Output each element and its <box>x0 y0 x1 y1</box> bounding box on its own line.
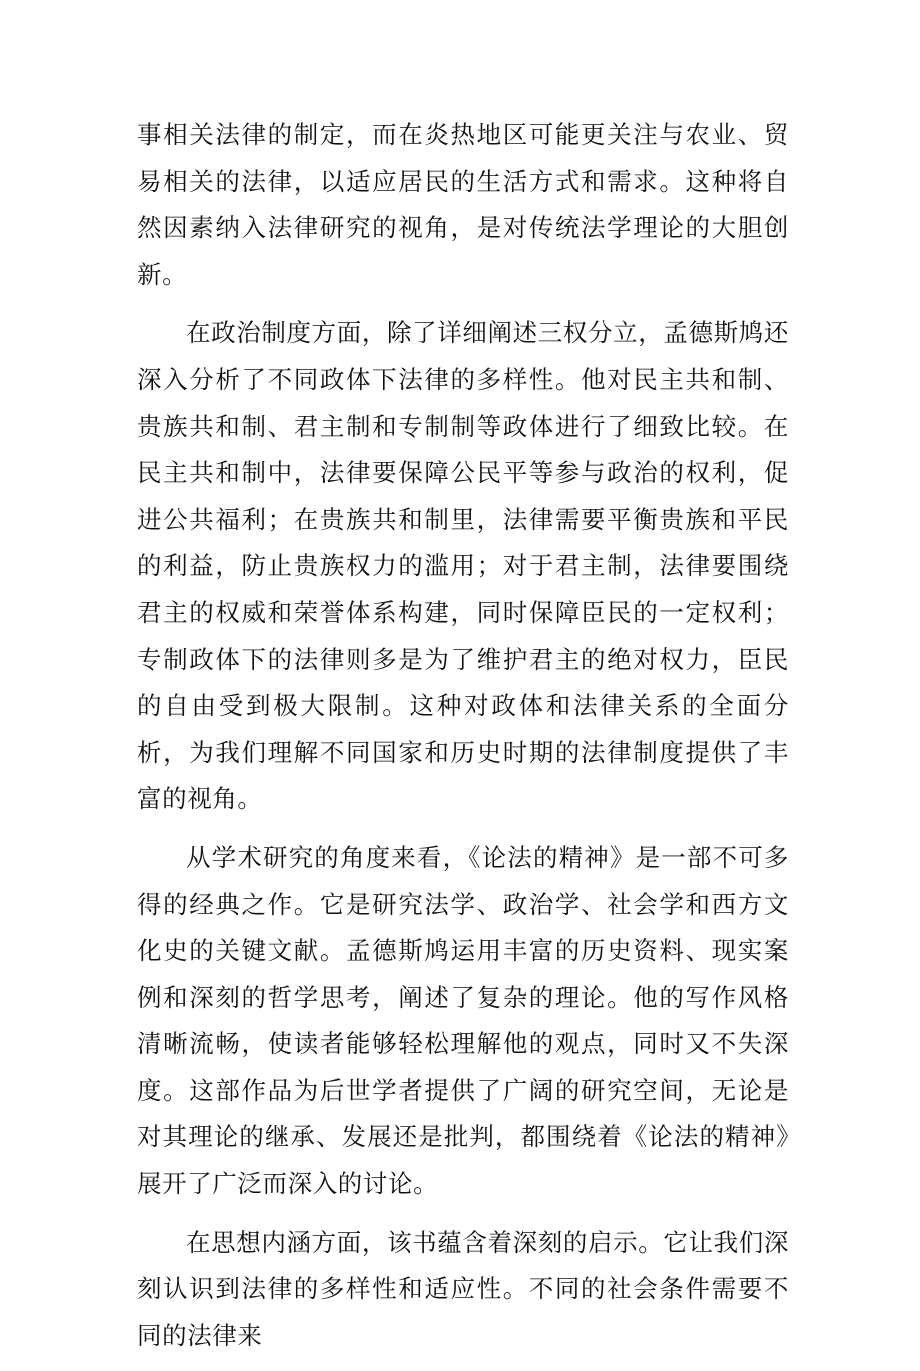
paragraph-academic-research: 从学术研究的角度来看，《论法的精神》是一部不可多得的经典之作。它是研究法学、政治学、社会学和西方文化史的关键文献。孟德斯鸠运用丰富的历史资料、现实案例和深刻的哲学思考，阐述了复杂的理论。他的写作风格清晰流畅，使读者能够轻松理解他的观点，同时又不失深度。这部作品为后世学者提供了广阔的研究空间，无论是对其理论的继承、发展还是批判，都围绕着《论法的精神》展开了广泛而深入的讨论。 <box>137 842 789 1199</box>
paragraph-political-systems: 在政治制度方面，除了详细阐述三权分立，孟德斯鸠还深入分析了不同政体下法律的多样性。他对民主共和制、贵族共和制、君主制和专制制等政体进行了细致比较。在民主共和制中，法律要保障公民平等参与政治的权利，促进公共福利；在贵族共和制里，法律需要平衡贵族和平民的利益，防止贵族权力的滥用；对于君主制，法律要围绕君主的权威和荣誉体系构建，同时保障臣民的一定权利；专制政体下的法律则多是为了维护君主的绝对权力，臣民的自由受到极大限制。这种对政体和法律关系的全面分析，为我们理解不同国家和历史时期的法律制度提供了丰富的视角。 <box>137 318 789 814</box>
document-body <box>137 112 789 1371</box>
paragraph-ideological-connotation: 在思想内涵方面，该书蕴含着深刻的启示。它让我们深刻认识到法律的多样性和适应性。不同的社会条件需要不同的法律来 <box>137 1227 789 1350</box>
paragraph-continuation: 事相关法律的制定，而在炎热地区可能更关注与农业、贸易相关的法律，以适应居民的生活方式和需求。这种将自然因素纳入法律研究的视角，是对传统法学理论的大胆创新。 <box>137 120 789 289</box>
